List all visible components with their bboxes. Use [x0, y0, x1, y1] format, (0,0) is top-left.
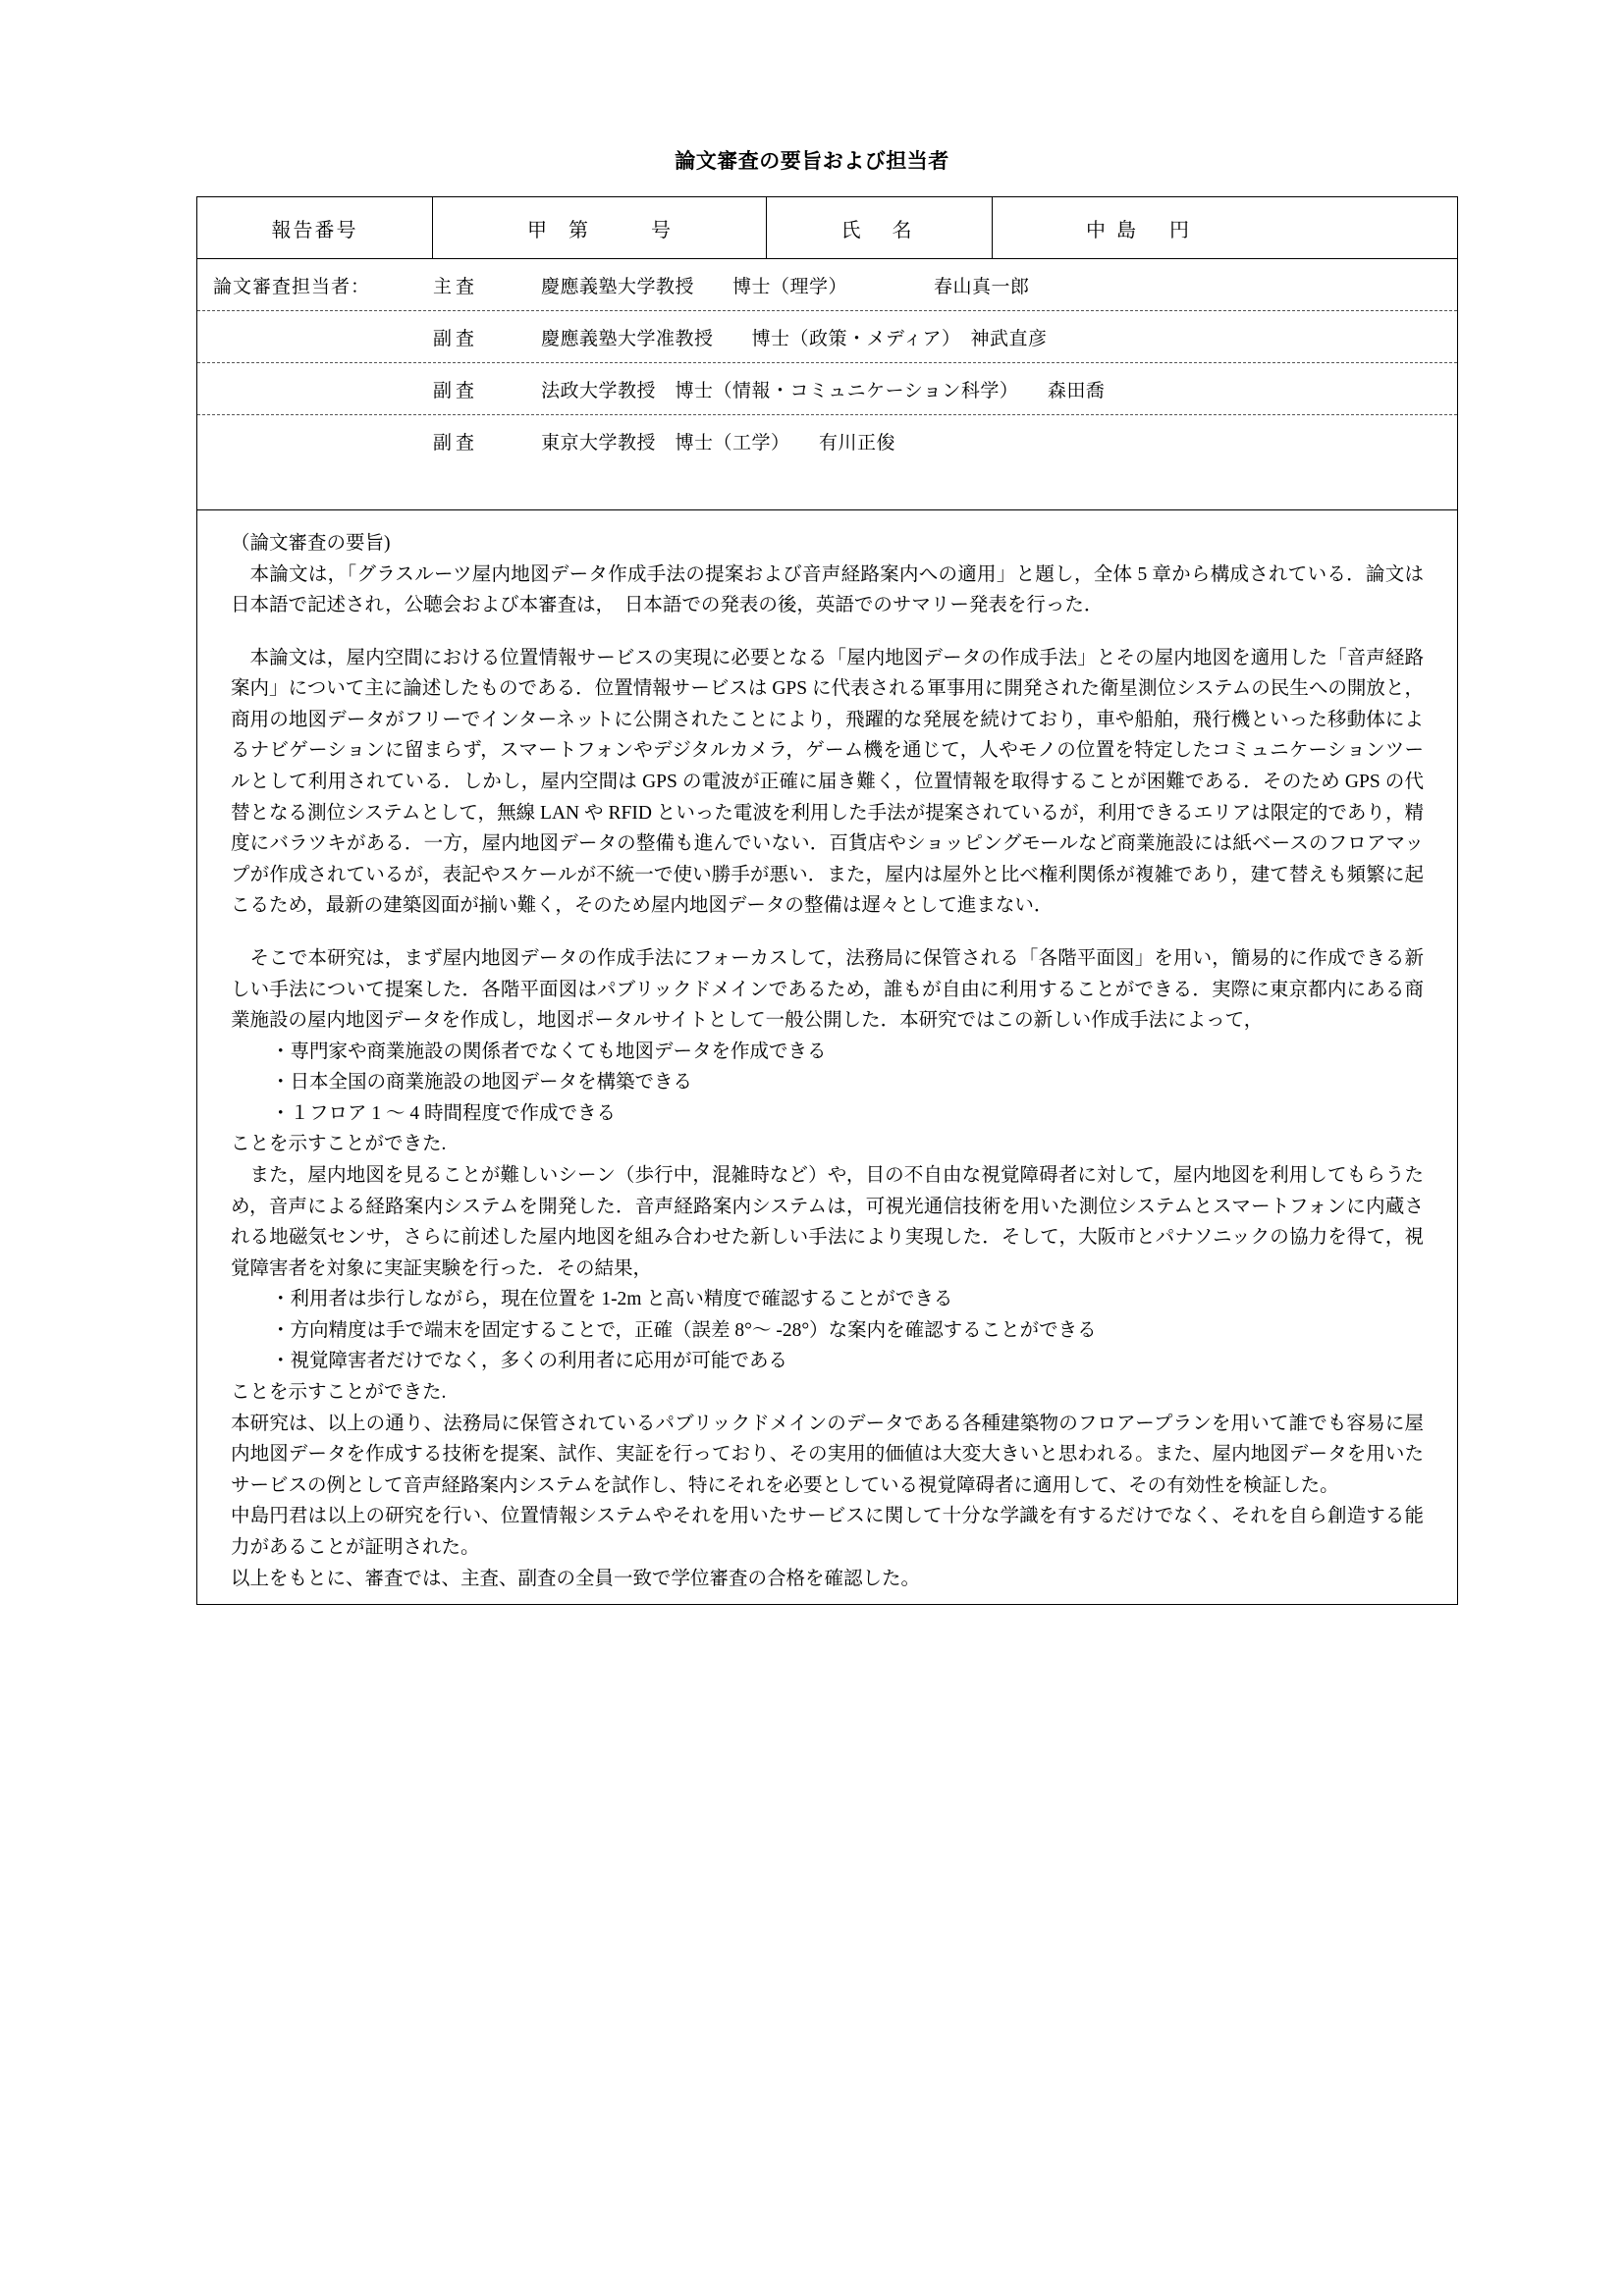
after-bullets-1: ことを示すことができた. [231, 1134, 447, 1155]
reviewer-name: 法政大学教授 博士（情報・コミュニケーション科学） 森田喬 [541, 380, 1106, 401]
paragraph-gap [231, 922, 1424, 943]
reviewer-role: 主査 [433, 276, 479, 297]
reviewer-role: 副査 [433, 380, 479, 401]
reviewer-name: 慶應義塾大学准教授 博士（政策・メディア） 神武直彦 [541, 328, 1048, 349]
paragraph-gap [231, 621, 1424, 643]
reviewer-name: 東京大学教授 博士（工学） 有川正俊 [541, 432, 896, 454]
reviewer-row [197, 259, 1457, 310]
reviewer-row [197, 362, 1457, 414]
report-number-value: 甲 第 号 [433, 197, 767, 258]
paragraph-4: また，屋内地図を見ることが難しいシーン（歩行中，混雑時など）や，目の不自由な視覚障碍者に対して，屋内地図を利用してもらうため，音声による経路案内システムを開発した．音声経路案内システムは，可視光通信技術を用いた測位システムとスマートフォンに内蔵される地磁気センサ，さらに前述した屋内地図を組み合わせた新しい手法により実現した．そして，大阪市とパナソニックの協力を得て，視覚障害者を対象に実証実験を行った．その結果， [231, 1164, 1424, 1279]
review-summary-body [197, 510, 1457, 1604]
section-label: （論文審査の要旨) [231, 533, 391, 554]
list-item: ・視覚障害者だけでなく，多くの利用者に応用が可能である [270, 1351, 788, 1372]
list-item: ・日本全国の商業施設の地図データを構築できる [270, 1072, 692, 1094]
reviewer-name: 慶應義塾大学教授 博士（理学） 春山真一郎 [541, 276, 1030, 297]
after-bullets-2: ことを示すことができた. [231, 1382, 447, 1404]
paragraph-7: 以上をもとに、審査では、主査、副査の全員一致で学位審査の合格を確認した。 [231, 1568, 921, 1589]
paragraph-5: 本研究は、以上の通り、法務局に保管されているパブリックドメインのデータである各種建築物のフロアープランを用いて誰でも容易に屋内地図データを作成する技術を提案、試作、実証を行っており、その実用的価値は大変大きいと思われる。また、屋内地図データを用いたサービスの例として音声経路案内システムを試作し、特にそれを必要としている視覚障碍者に適用して、その有効性を検証した。 [231, 1413, 1424, 1496]
reviewer-role: 副査 [433, 328, 479, 349]
page-title: 論文審査の要旨および担当者 [675, 149, 949, 173]
paragraph-6: 中島円君は以上の研究を行い、位置情報システムやそれを用いたサービスに関して十分な学識を有するだけでなく、それを自ら創造する能力があることが証明された。 [231, 1506, 1424, 1558]
reviewer-row [197, 414, 1457, 466]
header-row [197, 197, 1457, 259]
list-item: ・方向精度は手で端末を固定することで，正確（誤差 8°〜 -28°）な案内を確認することができる [270, 1319, 1097, 1341]
reviewer-row [197, 310, 1457, 362]
report-number-label: 報告番号 [197, 197, 433, 258]
list-item: ・１フロア 1 〜 4 時間程度で作成できる [270, 1102, 616, 1124]
paragraph-3: そこで本研究は，まず屋内地図データの作成手法にフォーカスして，法務局に保管される「各階平面図」を用い，簡易的に作成できる新しい手法について提案した．各階平面図はパブリックドメインであるため，誰もが自由に利用することができる．実際に東京都内にある商業施設の屋内地図データを作成し，地図ポータルサイトとして一般公開した．本研究ではこの新しい作成手法によって， [231, 947, 1424, 1032]
paragraph-2: 本論文は，屋内空間における位置情報サービスの実現に必要となる「屋内地図データの作成手法」とその屋内地図を適用した「音声経路案内」について主に論述したものである．位置情報サービスは GPS に代表される軍事用に開発された衛星測位システムの民生への開放と，商用の地図データがフリーでインターネットに公開されたことにより，飛躍的な発展を続けており，車や船舶，飛行機といった移動体によるナビゲーションに留まらず，スマートフォンやデジタルカメラ，ゲーム機を通じて，人やモノの位置を特定したコミュニケーションツールとして利用されている．しかし，屋内空間は GPS の電波が正確に届き難く，位置情報を取得することが困難である．そのため GPS の代替となる測位システムとして，無線 LAN や RFID といった電波を利用した手法が提案されているが，利用できるエリアは限定的であり，精度にバラツキがある．一方，屋内地図データの整備も進んでいない．百貨店やショッピングモールなど商業施設には紙ベースのフロアマップが作成されているが，表記やスケールが不統一で使い勝手が悪い．また，屋内は屋外と比べ権利関係が複雑であり，建て替えも頻繁に起こるため，最新の建築図面が揃い難く，そのため屋内地図データの整備は遅々として進まない． [231, 647, 1424, 917]
bullet-list-1 [231, 1037, 1424, 1130]
bullet-list-2 [231, 1284, 1424, 1377]
reviewers-bottom-spacer [197, 466, 1457, 509]
list-item: ・利用者は歩行しながら，現在位置を 1-2m と高い精度で確認することができる [270, 1289, 953, 1310]
paragraph-1: 本論文は，「グラスルーツ屋内地図データ作成手法の提案および音声経路案内への適用」と題し，全体 5 章から構成されている．論文は日本語で記述され，公聴会および本審査は， 日本語での発表の後，英語でのサマリー発表を行った． [231, 563, 1424, 616]
reviewer-role: 副査 [433, 432, 479, 454]
reviewers-block [197, 259, 1457, 510]
list-item: ・専門家や商業施設の関係者でなくても地図データを作成できる [270, 1041, 827, 1062]
reviewers-lead-label: 論文審査担当者： [213, 276, 371, 297]
review-form-frame [196, 196, 1458, 1605]
name-label: 氏 名 [767, 197, 993, 258]
name-value: 中 島 円 [1086, 219, 1192, 241]
